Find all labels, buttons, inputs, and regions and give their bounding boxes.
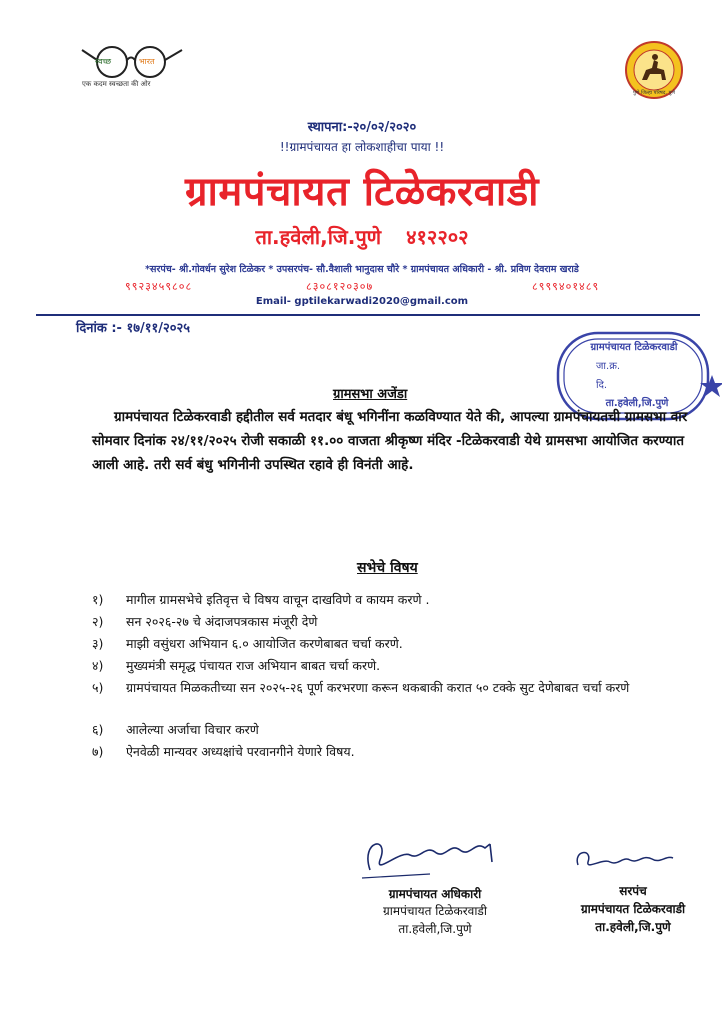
subject-text: मुख्यमंत्री समृद्ध पंचायत राज अभियान बाबत चर्चा करणे. [126,658,381,673]
subject-text: मागील ग्रामसभेचे इतिवृत्त चे विषय वाचून दाखविणे व कायम करणे . [126,592,430,607]
zp-pune-emblem [624,40,684,100]
letter-date: दिनांक :- १७/११/२०२५ [76,321,191,336]
phone-sarpanch: ९९२३४५९८०८ [125,280,193,293]
subjects-heading: सभेचे विषय [357,560,418,576]
subject-number: १) [92,592,104,607]
pincode: ४१२२०२ [406,225,469,249]
subject-item [92,634,704,653]
address-line [0,223,724,250]
page-title: ग्रामपंचायत टिळेकरवाडी [184,169,540,215]
signature-left-role: ग्रामपंचायत अधिकारी [388,887,482,901]
stamp-place: ता.हवेली,जि.पुणे [605,398,669,409]
stamp-date: दि. [596,380,608,391]
subject-number: ६) [92,722,104,737]
subject-number: ३) [92,636,104,651]
phone-deputy: ८३०८१२०३०७ [306,280,374,293]
subject-number: ५) [92,680,104,695]
subject-number: ४) [92,658,104,673]
signature-right-role: सरपंच [619,884,647,898]
email: Email- gptilekarwadi2020@gmail.com [255,296,469,307]
logo-tagline: एक कदम स्वच्छता की ओर [82,80,151,88]
subject-text: सन २०२६-२७ चे अंदाजपत्रकास मंजूरी देणे [126,614,318,629]
subject-text: आलेल्या अर्जाचा विचार करणे [126,722,259,737]
subject-text: ग्रामपंचायत मिळकतीच्या सन २०२५-२६ पूर्ण करभरणा करून थकबाकी करात ५० टक्के सुट देणेबाबत चर्चा करणे [126,680,630,695]
address: ता.हवेली,जि.पुणे [255,225,382,249]
stamp-title: ग्रामपंचायत टिळेकरवाडी [590,342,678,353]
signature-right-org: ग्रामपंचायत टिळेकरवाडी [580,902,686,916]
subject-number: ७) [92,744,104,759]
agenda-heading: ग्रामसभा अजेंडा [333,387,408,402]
subject-item [92,742,704,761]
subject-item [92,720,704,739]
signature-scribble-icon [548,840,718,880]
swachh-bharat-logo [78,40,188,92]
motto: !!ग्रामपंचायत हा लोकशाहीचा पाया !! [279,140,445,154]
agenda-body: ग्रामपंचायत टिळेकरवाडी हद्दीतील सर्व मतदार बंधू भगिनींना कळविण्यात येते की, आपल्या ग्रामपंचायतची ग्रामसभा वार सोमवार दिनांक २४/११/२०२५ रोजी सकाळी ११.०० वाजता श्रीकृष्ण मंदिर -टिळेकरवाडी येथे ग्रामसभा आयोजित करण्यात आली आहे. तरी सर्व बंधु भगिनीनी उपस्थित रहावे ही विनंती आहे. [92,409,688,473]
subject-text: ऐनवेळी मान्यवर अध्यक्षांचे परवानगीने येणारे विषय. [126,744,355,759]
subject-item [92,590,704,609]
logo-text-right: भारत [139,57,155,66]
subject-text: माझी वसुंधरा अभियान ६.० आयोजित करणेबाबत चर्चा करणे. [126,636,403,651]
signature-left [340,830,530,940]
stamp-number: जा.क्र. [596,361,621,372]
subject-number: २) [92,614,104,629]
signature-right-place: ता.हवेली,जि.पुणे [595,920,671,934]
subject-item [92,612,704,631]
signature-scribble-icon [340,830,530,890]
subject-item [92,656,704,675]
header-divider [36,314,700,316]
signature-right [548,840,718,940]
phone-officer: ८९९९४०१४८९ [532,280,600,293]
emblem-caption: पुणे जिल्हा परिषद, पुणे [632,90,676,96]
established-date: स्थापना:-२०/०२/२०२० [307,120,417,135]
logo-text-left: स्वच्छ [95,57,112,66]
signature-left-place: ता.हवेली,जि.पुणे [398,922,472,936]
signature-left-org: ग्रामपंचायत टिळेकरवाडी [383,904,487,918]
officials-line: *सरपंच- श्री.गोवर्धन सुरेश टिळेकर * उपसरपंच- सौ.वैशाली भानुदास चौरे * ग्रामपंचायत अधिकारी - श्री. प्रविण देवराम खराडे [145,264,579,275]
subject-item [92,678,704,697]
